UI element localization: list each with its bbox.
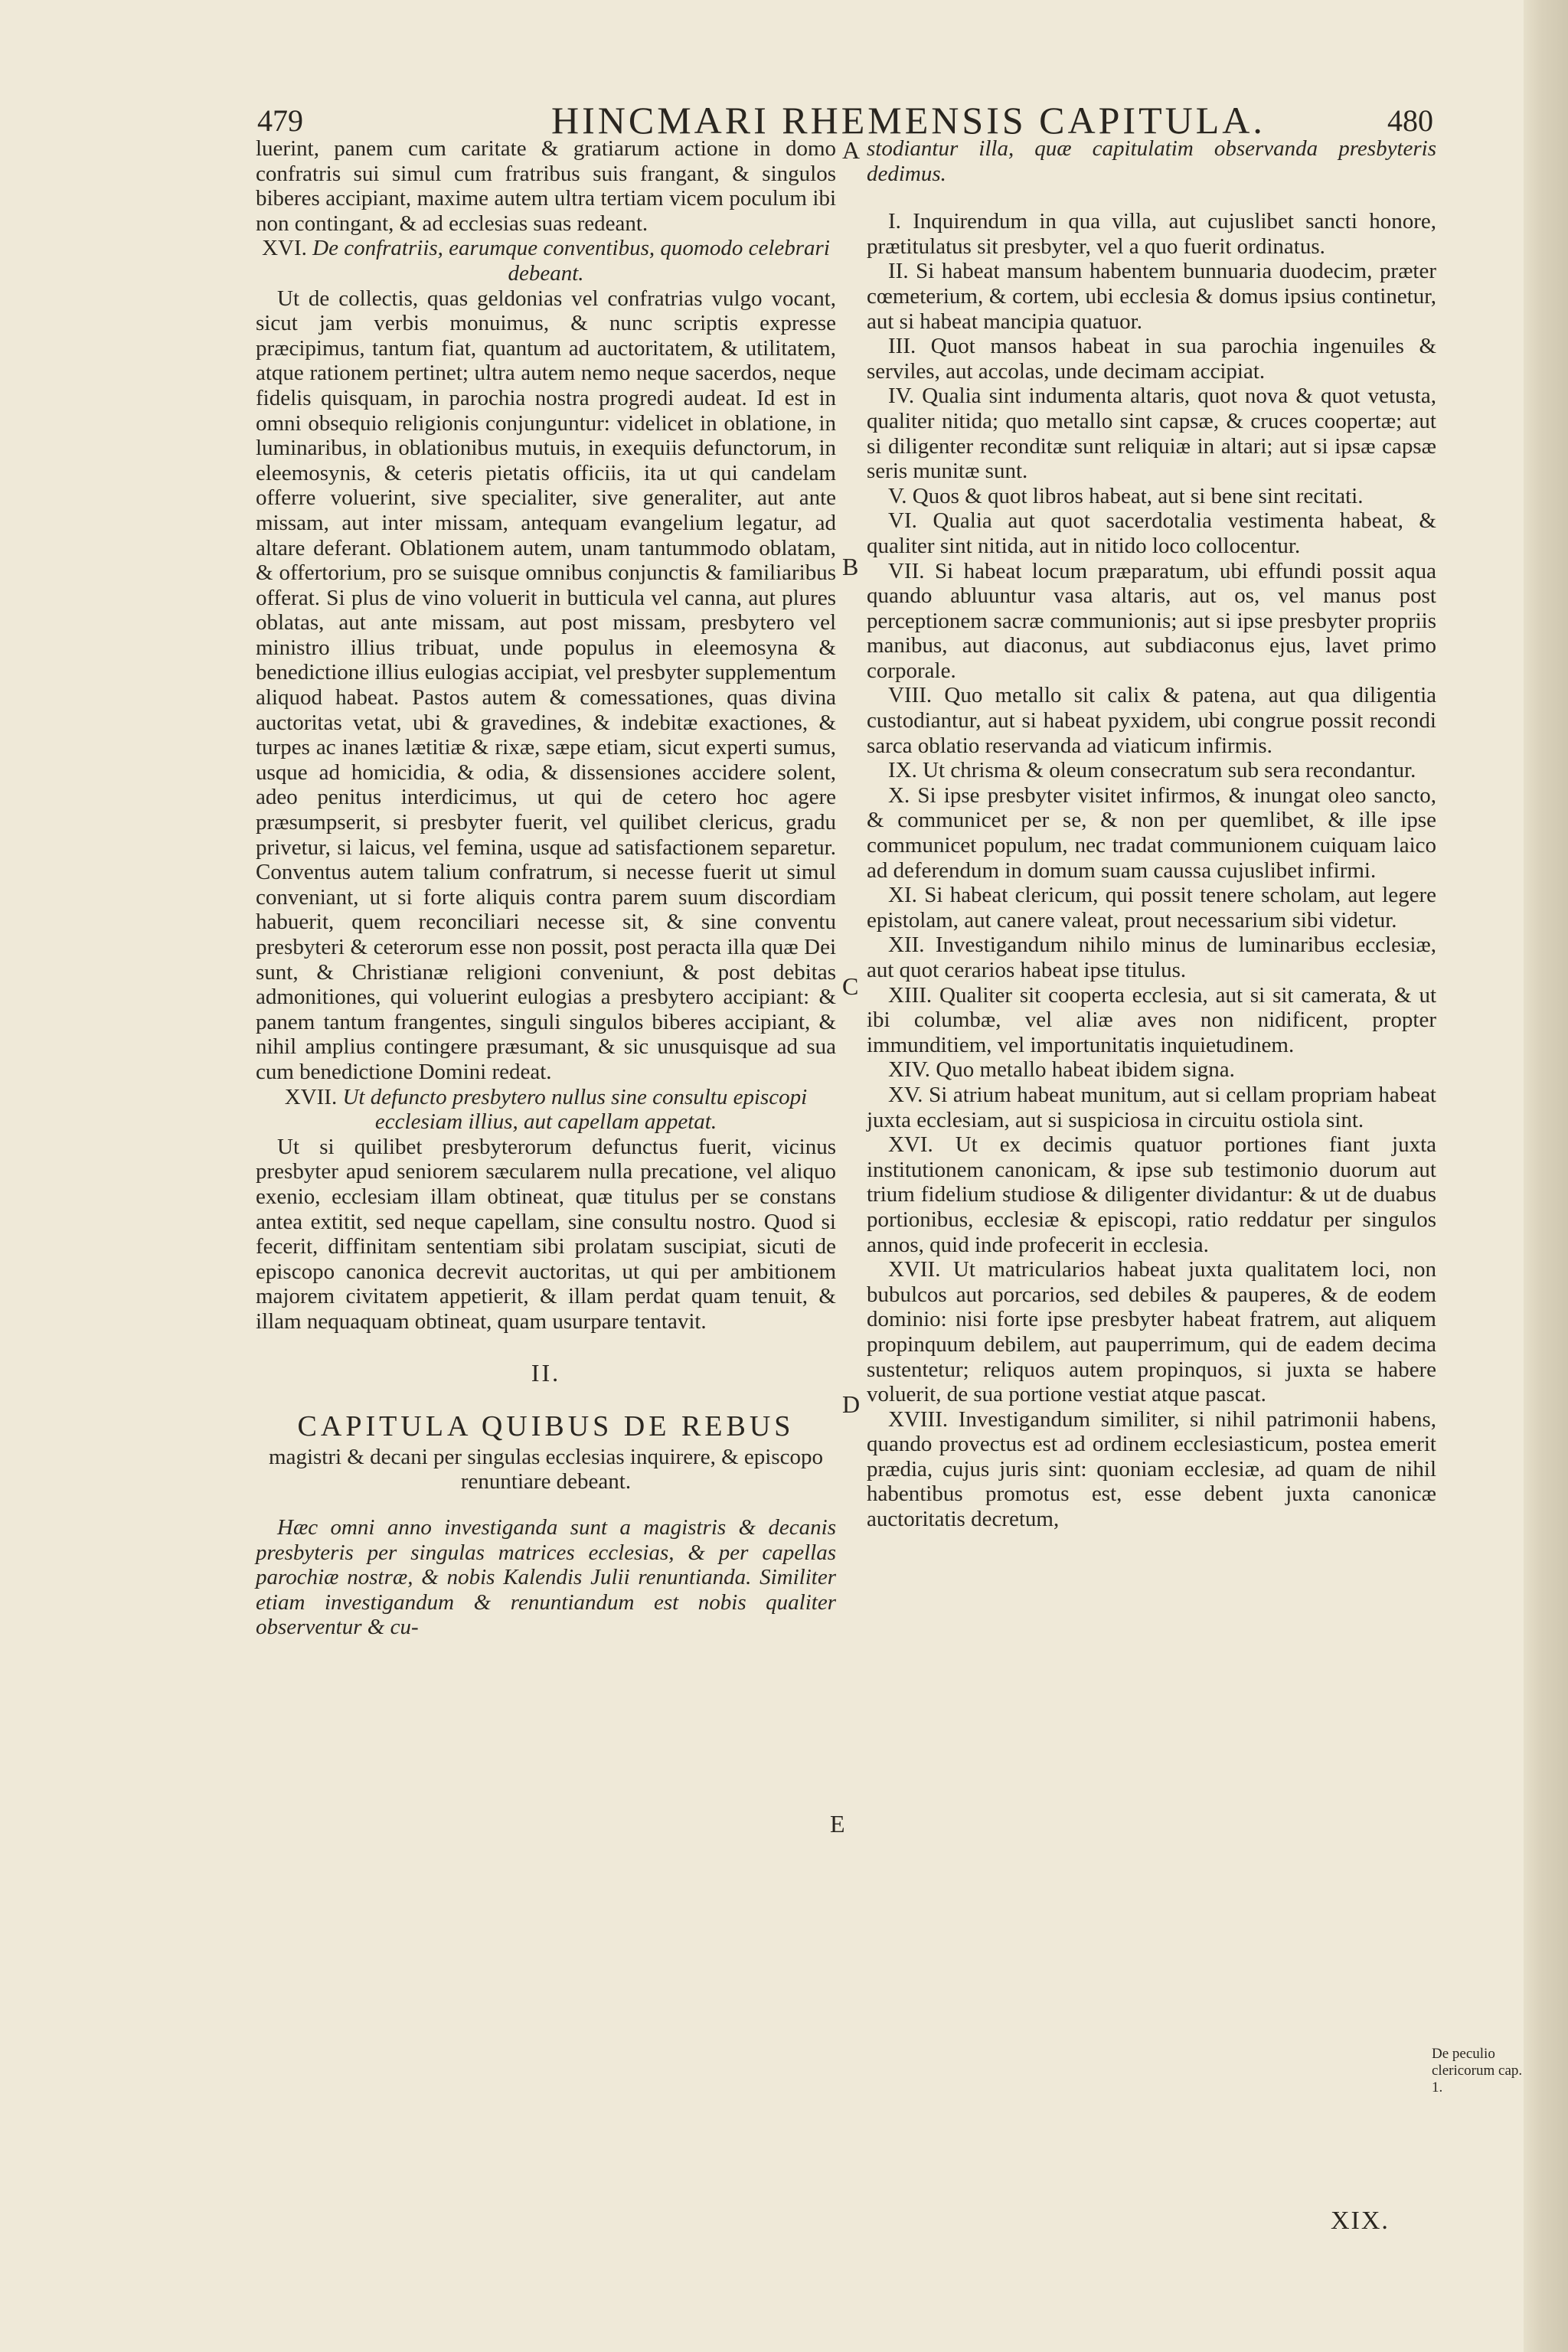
item-number: XVI. [888,1132,933,1158]
item-number: VII. [888,558,925,583]
item-text: Ut chrisma & oleum consecratum sub sera recondantur. [923,758,1416,783]
chapter-title: Ut defuncto presbytero nullus sine consultu episcopi ecclesiam illius, aut capellam appetat. [342,1084,808,1135]
facing-page-edge [1524,0,1568,2352]
section-intro-continued: stodiantur illa, quæ capitulatim observanda presbyteris dedimus. [867,136,1436,186]
item-number: XII. [888,933,925,958]
item-number: XIII. [888,982,933,1008]
section-title: CAPITULA QUIBUS DE REBUS [297,1410,795,1443]
item-text: Investigandum similiter, si nihil patrimonii habens, quando provectus est ad ordinem ecclesiasticum, postea emerit prædia, cujus juris sint: quoniam ecclesiæ, ad quam de nihil habentibus promotus est, esse debent juxta canonicæ auctoritatis decretum, [867,1406,1437,1532]
item-number: VIII. [888,683,933,708]
inquiry-item [867,933,1436,982]
inquiry-item [867,1257,1436,1407]
item-number: XV. [888,1082,923,1107]
inquiry-item [867,1083,1436,1132]
item-number: XI. [888,883,917,908]
inquiry-item [867,1057,1436,1083]
inquiry-item [867,783,1436,883]
item-text: Ut matricularios habeat juxta qualitatem loci, non bubulcos aut porcarios, sed debiles & pauperes, & de eodem dominio: nisi forte ipse presbyter habeat fratrem, aut aliquem propinquum debilem, aut pauperrimum, qui de eadem decima sustentetur; reliquos autem propinquos, si juxta se habere voluerit, de sua portione vestiat atque pascat. [867,1257,1437,1407]
item-number: XVII. [888,1257,941,1282]
item-number: VI. [888,508,917,534]
item-text: Ut ex decimis quatuor portiones fiant juxta institutionem canonicam, & ipse sub testimonio duorum aut trium fidelium studiose & diligenter dividantur: & ut de duabus portionibus, ecclesiæ & episcopi, ratio reddatur per singulos annos, quid inde profecerit in ecclesia. [867,1132,1436,1257]
chapter-number: XVI. [262,236,307,261]
margin-letter-e: E [830,1810,845,1838]
chapter-number: XVII. [284,1084,338,1109]
item-number: XIV. [888,1057,931,1083]
section-intro: Hæc omni anno investiganda sunt a magistris & decanis presbyteris per singulas matrices ecclesias, & per capellas parochiæ nostræ, & nobis Kalendis Julii renuntianda. Similiter etiam investigandum & renuntiandum est nobis qualiter observentur & cu- [256,1515,836,1640]
margin-note: De peculio clericorum cap. 1. [1432,2046,1523,2096]
inquiry-item [867,758,1436,783]
right-column [867,136,1436,1532]
item-number: III. [888,334,916,359]
inquiry-item [867,1407,1436,1532]
inquiry-item [867,384,1436,483]
inquiry-item [867,883,1436,933]
item-text: Si habeat mansum habentem bunnuaria duodecim, præter cœmeterium, & cortem, ubi ecclesia & domus ipsius continetur, aut si habeat mancipia quatuor. [867,259,1436,334]
inquiry-item [867,983,1436,1058]
item-number: X. [888,782,910,808]
margin-letter-a: A [842,136,861,164]
item-text: Si habeat locum præparatum, ubi effundi possit aqua quando abluuntur vasa altaris, aut os, vel manus post perceptionem sacræ communionis; aut si ipse presbyter propriis manibus, aut diaconus, aut subdiaconus ejus, lavet primo corporale. [867,558,1436,683]
section-subtitle: magistri & decani per singulas ecclesias inquirere, & episcopo renuntiare debeant. [269,1445,823,1494]
page-number-left: 479 [257,103,303,138]
inquiry-item [867,683,1436,758]
item-text: Si atrium habeat munitum, aut si cellam propriam habeat juxta ecclesiam, aut si suspiciosa in circuitu ostiola sint. [867,1082,1436,1132]
item-text: Qualia aut quot sacerdotalia vestimenta habeat, & qualiter sint nitida, aut in nitido loco collocentur. [867,508,1436,558]
item-text: Quot mansos habeat in sua parochia ingenuiles & serviles, aut accolas, unde decimam accipiat. [867,334,1436,384]
item-number: V. [888,483,907,508]
item-number: II. [888,259,909,284]
inquiry-item [867,559,1436,684]
item-text: Investigandum nihilo minus de luminaribus ecclesiæ, aut quot cerarios habeat ipse titulus. [867,933,1436,982]
item-number: XVIII. [888,1406,949,1432]
section-number: II. [531,1358,561,1387]
margin-letter-c: C [842,972,859,1000]
inquiry-list [867,209,1436,1531]
item-text: Quo metallo habeat ibidem signa. [936,1057,1235,1083]
chapter-xvi-heading [256,236,836,286]
item-text: Si habeat clericum, qui possit tenere scholam, aut legere epistolam, aut canere valeat, prout necessarium sibi videtur. [867,883,1437,933]
item-text: Qualiter sit cooperta ecclesia, aut si sit camerata, & ut ibi columbæ, vel aliæ aves non nidificent, propter immunditiem, vel importunitatis inquietudinem. [867,982,1436,1057]
margin-letter-b: B [842,553,859,580]
chapter-xvii-text: Ut si quilibet presbyterorum defunctus fuerit, vicinus presbyter apud seniorem sæcularem nulla precatione, vel aliquo exenio, ecclesiam illam obtineat, quæ titulus per se constans antea extitit, sed neque capellam, sine consultu nostro. Quod si fecerit, diffinitam sententiam sibi prolatam suscipiat, sicuti de episcopo canonica decrevit auctoritas, ut qui per ambitionem majorem civitatem appetierit, & illam perdat quam tenuit, & illam nequaquam obtineat, quam usurpare tentavit. [256,1134,836,1334]
margin-letter-d: D [842,1390,861,1418]
chapter-xvi-text: Ut de collectis, quas geldonias vel confratrias vulgo vocant, sicut jam verbis monuimus, & nunc scriptis expresse præcipimus, tantum fiat, quantum ad auctoritatem, & utilitatem, atque rationem pertinet; ultra autem nemo neque sacerdos, neque fidelis quisquam, in parochia nostra progredi audeat. Id est in omni obsequio religionis conjunguntur: videlicet in oblatione, in luminaribus, in oblationibus mutuis, in exequiis defunctorum, in eleemosynis, & ceteris pietatis officiis, ita ut qui candelam offerre voluerint, sive specialiter, sive generaliter, aut ante missam, aut inter missam, antequam evangelium legatur, ad altare deferant. Oblationem autem, unam tantummodo oblatam, & offertorium, pro se suisque omnibus conjunctis & familiaribus offerat. Si plus de vino voluerit in butticula vel canna, aut plures oblatas, aut ante missam, aut post missam, presbytero vel ministro illius tribuat, unde populus in eleemosyna & benedictione illius eulogias accipiat, vel presbyter supplementum aliquod habeat. Pastos autem & comessationes, quas divina auctoritas vetat, ubi & gravedines, & indebitæ exactiones, & turpes ac inanes lætitiæ & rixæ, sæpe etiam, sicut experti sumus, usque ad homicidia, & odia, & dissensiones accidere solent, adeo penitus interdicimus, ut qui de cetero hoc agere præsumpserit, si presbyter fuerit, vel quilibet clericus, gradu privetur, si laicus, vel femina, usque ad satisfactionem separetur. Conventus autem talium confratrum, si necesse fuerit ut simul conveniant, ut si forte aliquis contra parem suum discordiam habuerit, quem reconciliari necesse sit, & sine conventu presbyteri & ceterorum esse non possit, post peracta illa quæ Dei sunt, & Christianæ religioni conveniunt, & post debitas admonitiones, qui voluerint eulogias a presbytero accipiant: & panem tantum frangentes, singuli singulos biberes accipiant, & nihil amplius contingere præsumant, & sic unusquisque ad sua cum benedictione Domini redeat. [256,286,836,1084]
item-text: Quos & quot libros habeat, aut si bene sint recitati. [912,483,1364,508]
item-text: Qualia sint indumenta altaris, quot nova & quot vetusta, qualiter nitida; quo metallo sint capsæ, & cruces coopertæ; aut si diligenter reconditæ sunt reliquiæ in altari; aut si ipsæ capsæ seris munitæ sunt. [867,384,1436,484]
opening-paragraph: luerint, panem cum caritate & gratiarum actione in domo confratris sui simul cum fratribus suis frangant, & singulos biberes accipiant, maxime autem ultra tertiam vicem poculum ibi non contingant, & ad ecclesias suas redeant. [256,136,836,236]
chapter-xvii-heading [256,1085,836,1135]
left-column [256,136,836,1640]
signature-mark: XIX. [1331,2207,1390,2235]
running-title: HINCMARI RHEMENSIS CAPITULA. [551,99,1266,142]
inquiry-item [867,508,1436,558]
item-number: IX. [888,758,917,783]
inquiry-item [867,334,1436,384]
inquiry-item [867,1132,1436,1257]
item-text: Quo metallo sit calix & patena, aut qua diligentia custodiantur, aut si habeat pyxidem, ubi congrue possit recondi sarca oblatio reservanda ad viaticum infirmis. [867,683,1437,758]
item-number: IV. [888,384,915,409]
page-number-right: 480 [1387,103,1433,138]
item-text: Si ipse presbyter visitet infirmos, & inungat oleo sancto, & communicet per se, & non per quemlibet, & ille ipse communicet populum, nec tradat communionem cuiquam laico ad deferendum in domum suam caussa cujuslibet infirmi. [867,782,1437,883]
item-text: Inquirendum in qua villa, aut cujuslibet sancti honore, prætitulatus sit presbyter, vel a quo fuerit ordinatus. [867,209,1436,259]
inquiry-item [867,484,1436,509]
inquiry-item [867,209,1436,259]
inquiry-item [867,259,1436,334]
chapter-title: De confratriis, earumque conventibus, quomodo celebrari debeant. [312,236,830,286]
item-number: I. [888,209,901,234]
